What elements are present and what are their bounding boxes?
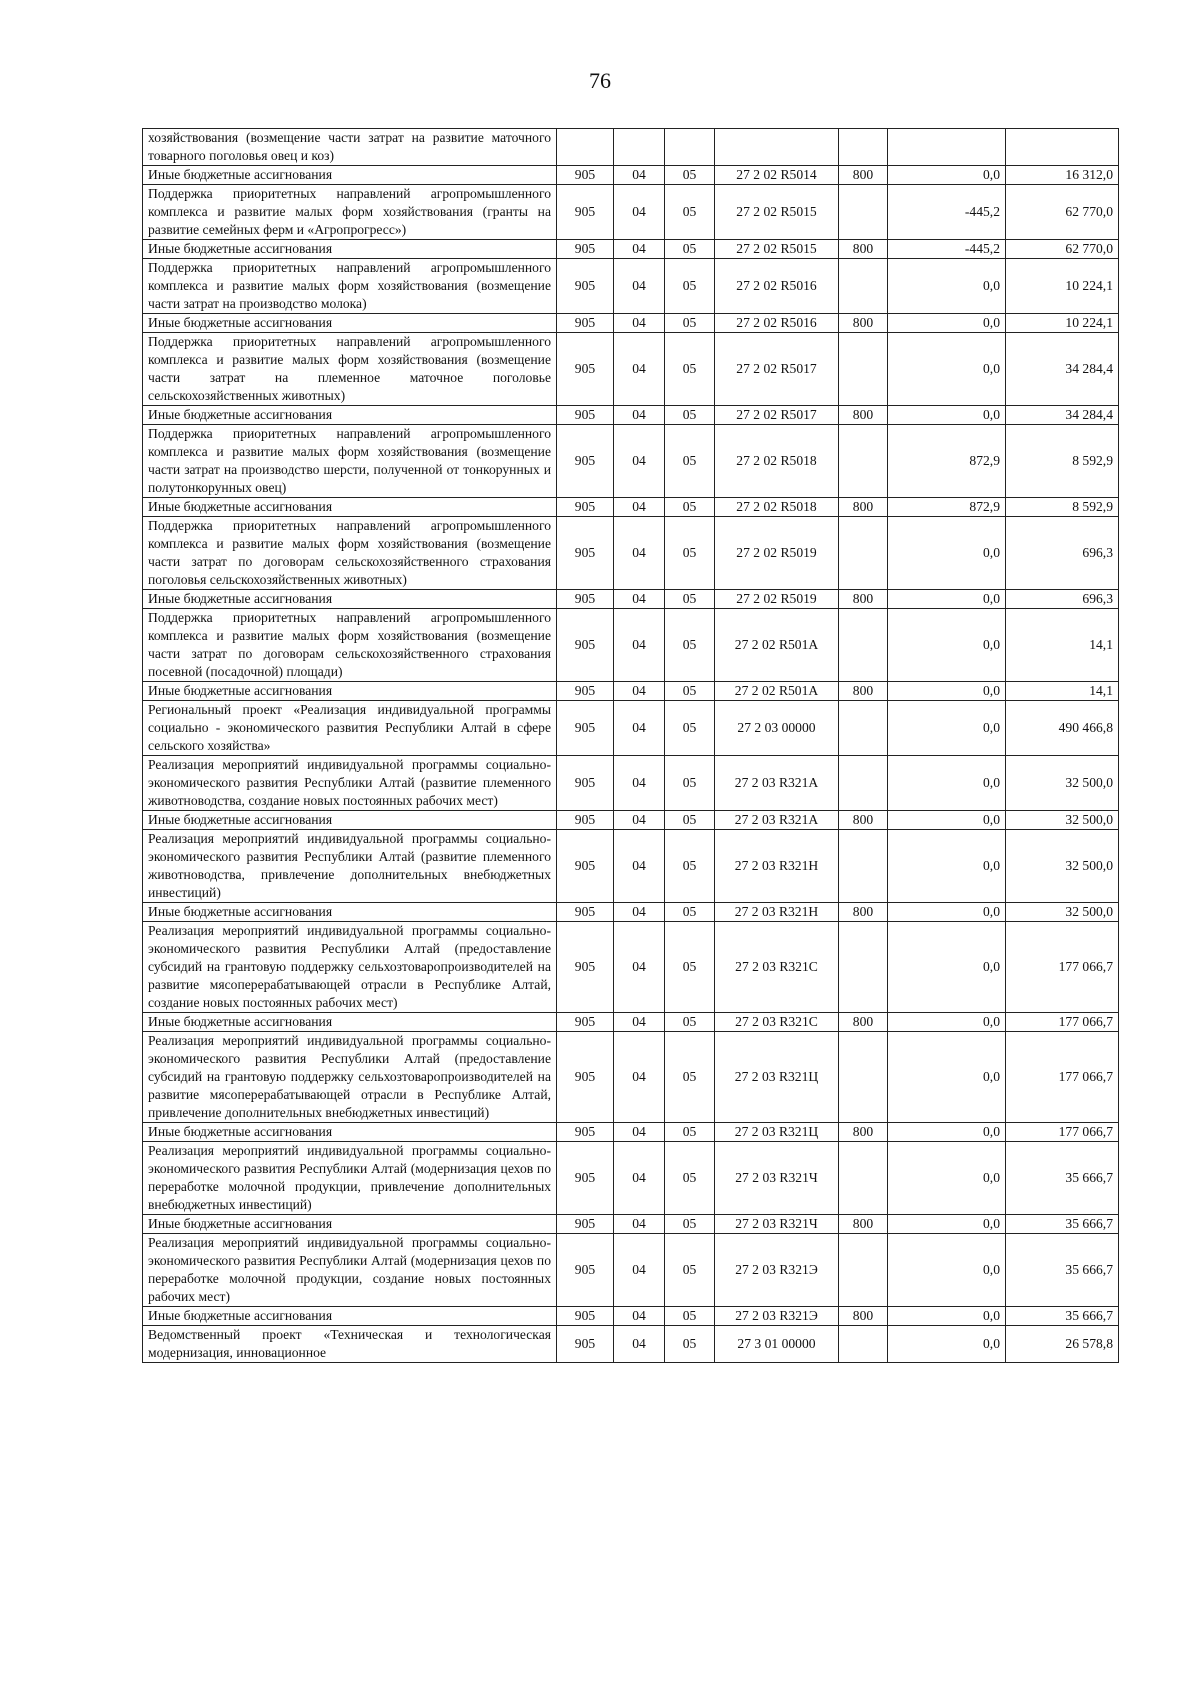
row-subsection-cell: 05 [665,166,715,185]
row-change-amount-cell [888,129,1006,166]
row-total-amount-cell: 35 666,7 [1006,1142,1119,1215]
row-section-cell: 04 [614,166,665,185]
row-target-article-cell: 27 2 02 R5019 [715,590,839,609]
table-row [143,830,1119,903]
table-row [143,129,1119,166]
row-change-amount-cell: 0,0 [888,830,1006,903]
row-target-article-cell: 27 2 03 R321Э [715,1307,839,1326]
row-subsection-cell: 05 [665,1123,715,1142]
row-section-cell: 04 [614,609,665,682]
row-target-article-cell: 27 2 02 R5016 [715,259,839,314]
row-name-cell: хозяйствования (возмещение части затрат на развитие маточного товарного поголовья овец и коз) [143,129,557,166]
row-section-cell: 04 [614,922,665,1013]
row-name-cell: Региональный проект «Реализация индивидуальной программы социально - экономического развития Республики Алтай в сфере сельского хозяйства» [143,701,557,756]
row-total-amount-cell: 32 500,0 [1006,903,1119,922]
row-expense-type-cell [839,609,888,682]
row-expense-type-cell [839,1234,888,1307]
table-row [143,1123,1119,1142]
row-section-cell: 04 [614,1307,665,1326]
row-name-cell: Иные бюджетные ассигнования [143,903,557,922]
row-target-article-cell: 27 2 03 R321H [715,903,839,922]
table-row [143,701,1119,756]
row-name-cell: Поддержка приоритетных направлений агропромышленного комплекса и развитие малых форм хозяйствования (возмещение части затрат на племенное маточное поголовье сельскохозяйственных животных) [143,333,557,406]
row-grbs-cell: 905 [557,166,614,185]
table-row [143,1032,1119,1123]
row-name-cell: Иные бюджетные ассигнования [143,1307,557,1326]
row-name-cell: Иные бюджетные ассигнования [143,406,557,425]
row-total-amount-cell: 177 066,7 [1006,922,1119,1013]
row-total-amount-cell [1006,129,1119,166]
row-subsection-cell: 05 [665,314,715,333]
row-target-article-cell: 27 2 03 R321H [715,830,839,903]
row-total-amount-cell: 34 284,4 [1006,333,1119,406]
row-section-cell: 04 [614,590,665,609]
row-total-amount-cell: 490 466,8 [1006,701,1119,756]
row-name-cell: Реализация мероприятий индивидуальной программы социально-экономического развития Республики Алтай (предоставление субсидий на грантовую поддержку сельхозтоваропроизводителей на развитие мясоперерабатывающей отрасли в Республике Алтай, привлечение дополнительных внебюджетных инвестиций) [143,1032,557,1123]
row-change-amount-cell: 872,9 [888,425,1006,498]
row-section-cell: 04 [614,1013,665,1032]
row-subsection-cell: 05 [665,1326,715,1363]
table-row [143,240,1119,259]
row-grbs-cell: 905 [557,1123,614,1142]
row-expense-type-cell [839,756,888,811]
row-target-article-cell: 27 2 02 R5015 [715,185,839,240]
row-section-cell: 04 [614,425,665,498]
row-section-cell: 04 [614,1326,665,1363]
row-section-cell: 04 [614,903,665,922]
table-row [143,314,1119,333]
row-target-article-cell: 27 2 03 00000 [715,701,839,756]
row-grbs-cell: 905 [557,498,614,517]
row-change-amount-cell: 0,0 [888,314,1006,333]
table-row [143,333,1119,406]
row-target-article-cell: 27 2 02 R5017 [715,406,839,425]
table-row [143,682,1119,701]
row-total-amount-cell: 35 666,7 [1006,1234,1119,1307]
row-total-amount-cell: 35 666,7 [1006,1307,1119,1326]
row-expense-type-cell: 800 [839,406,888,425]
row-subsection-cell: 05 [665,425,715,498]
row-name-cell: Иные бюджетные ассигнования [143,166,557,185]
row-name-cell: Реализация мероприятий индивидуальной программы социально-экономического развития Республики Алтай (модернизация цехов по переработке молочной продукции, привлечение дополнительных внебюджетных инвестиций) [143,1142,557,1215]
row-section-cell: 04 [614,517,665,590]
row-name-cell: Реализация мероприятий индивидуальной программы социально-экономического развития Республики Алтай (модернизация цехов по переработке молочной продукции, создание новых постоянных рабочих мест) [143,1234,557,1307]
row-subsection-cell: 05 [665,498,715,517]
row-total-amount-cell: 32 500,0 [1006,756,1119,811]
row-change-amount-cell: 0,0 [888,682,1006,701]
row-expense-type-cell [839,1142,888,1215]
row-total-amount-cell: 10 224,1 [1006,259,1119,314]
row-section-cell: 04 [614,259,665,314]
row-section-cell: 04 [614,185,665,240]
row-change-amount-cell: 0,0 [888,1307,1006,1326]
row-change-amount-cell: 0,0 [888,166,1006,185]
table-row [143,1234,1119,1307]
row-subsection-cell: 05 [665,1215,715,1234]
row-grbs-cell: 905 [557,333,614,406]
row-subsection-cell: 05 [665,682,715,701]
row-total-amount-cell: 8 592,9 [1006,425,1119,498]
row-grbs-cell: 905 [557,1234,614,1307]
row-name-cell: Иные бюджетные ассигнования [143,1215,557,1234]
row-name-cell: Иные бюджетные ассигнования [143,1123,557,1142]
row-section-cell: 04 [614,333,665,406]
page-number: 76 [589,68,611,93]
row-grbs-cell: 905 [557,425,614,498]
row-expense-type-cell: 800 [839,1123,888,1142]
row-subsection-cell: 05 [665,830,715,903]
row-section-cell: 04 [614,406,665,425]
table-row [143,1215,1119,1234]
row-expense-type-cell: 800 [839,498,888,517]
budget-table [142,128,1119,1363]
row-expense-type-cell: 800 [839,682,888,701]
row-target-article-cell: 27 3 01 00000 [715,1326,839,1363]
row-change-amount-cell: 0,0 [888,517,1006,590]
row-change-amount-cell: 0,0 [888,811,1006,830]
row-subsection-cell: 05 [665,333,715,406]
row-change-amount-cell: 0,0 [888,1326,1006,1363]
row-change-amount-cell: 0,0 [888,1013,1006,1032]
row-expense-type-cell: 800 [839,1215,888,1234]
row-name-cell: Поддержка приоритетных направлений агропромышленного комплекса и развитие малых форм хозяйствования (возмещение части затрат на производство молока) [143,259,557,314]
row-grbs-cell: 905 [557,1013,614,1032]
row-total-amount-cell: 14,1 [1006,609,1119,682]
row-grbs-cell: 905 [557,903,614,922]
row-change-amount-cell: 0,0 [888,259,1006,314]
row-subsection-cell: 05 [665,406,715,425]
row-target-article-cell: 27 2 02 R5018 [715,498,839,517]
row-change-amount-cell: -445,2 [888,240,1006,259]
row-section-cell: 04 [614,756,665,811]
row-expense-type-cell: 800 [839,1307,888,1326]
row-subsection-cell: 05 [665,590,715,609]
row-section-cell: 04 [614,682,665,701]
row-target-article-cell: 27 2 03 R321Ч [715,1142,839,1215]
row-subsection-cell: 05 [665,1307,715,1326]
row-target-article-cell: 27 2 02 R501A [715,682,839,701]
row-subsection-cell: 05 [665,701,715,756]
row-expense-type-cell: 800 [839,240,888,259]
row-total-amount-cell: 26 578,8 [1006,1326,1119,1363]
row-grbs-cell: 905 [557,1307,614,1326]
row-target-article-cell: 27 2 02 R5015 [715,240,839,259]
row-subsection-cell [665,129,715,166]
row-expense-type-cell [839,517,888,590]
row-grbs-cell: 905 [557,517,614,590]
row-expense-type-cell: 800 [839,314,888,333]
row-change-amount-cell: 0,0 [888,1032,1006,1123]
row-name-cell: Поддержка приоритетных направлений агропромышленного комплекса и развитие малых форм хозяйствования (возмещение части затрат по договорам сельскохозяйственного страхования посевной (посадочной) площади) [143,609,557,682]
row-change-amount-cell: 0,0 [888,590,1006,609]
row-change-amount-cell: 0,0 [888,903,1006,922]
row-change-amount-cell: 0,0 [888,701,1006,756]
row-target-article-cell: 27 2 03 R321A [715,811,839,830]
row-section-cell: 04 [614,1234,665,1307]
row-subsection-cell: 05 [665,609,715,682]
row-grbs-cell [557,129,614,166]
row-name-cell: Иные бюджетные ассигнования [143,590,557,609]
row-total-amount-cell: 177 066,7 [1006,1032,1119,1123]
row-total-amount-cell: 8 592,9 [1006,498,1119,517]
row-section-cell: 04 [614,1142,665,1215]
row-total-amount-cell: 34 284,4 [1006,406,1119,425]
row-subsection-cell: 05 [665,240,715,259]
row-name-cell: Поддержка приоритетных направлений агропромышленного комплекса и развитие малых форм хозяйствования (возмещение части затрат по договорам сельскохозяйственного страхования поголовья сельскохозяйственных животных) [143,517,557,590]
row-expense-type-cell [839,922,888,1013]
row-grbs-cell: 905 [557,314,614,333]
row-change-amount-cell: 0,0 [888,922,1006,1013]
row-grbs-cell: 905 [557,590,614,609]
row-section-cell: 04 [614,811,665,830]
row-grbs-cell: 905 [557,259,614,314]
row-total-amount-cell: 35 666,7 [1006,1215,1119,1234]
table-row [143,498,1119,517]
row-grbs-cell: 905 [557,1215,614,1234]
row-name-cell: Иные бюджетные ассигнования [143,498,557,517]
row-total-amount-cell: 62 770,0 [1006,185,1119,240]
row-change-amount-cell: 0,0 [888,1123,1006,1142]
row-expense-type-cell [839,425,888,498]
row-target-article-cell: 27 2 02 R501A [715,609,839,682]
row-change-amount-cell: 0,0 [888,1215,1006,1234]
row-total-amount-cell: 62 770,0 [1006,240,1119,259]
row-target-article-cell: 27 2 03 R321C [715,922,839,1013]
row-change-amount-cell: 0,0 [888,756,1006,811]
row-grbs-cell: 905 [557,406,614,425]
table-row [143,811,1119,830]
table-row [143,590,1119,609]
row-section-cell: 04 [614,498,665,517]
row-expense-type-cell [839,1326,888,1363]
row-target-article-cell: 27 2 03 R321A [715,756,839,811]
row-subsection-cell: 05 [665,811,715,830]
row-expense-type-cell [839,830,888,903]
row-expense-type-cell [839,1032,888,1123]
row-name-cell: Иные бюджетные ассигнования [143,682,557,701]
row-subsection-cell: 05 [665,1032,715,1123]
row-name-cell: Иные бюджетные ассигнования [143,240,557,259]
row-name-cell: Реализация мероприятий индивидуальной программы социально-экономического развития Республики Алтай (развитие племенного животноводства, привлечение дополнительных внебюджетных инвестиций) [143,830,557,903]
budget-table-body [143,129,1119,1363]
row-grbs-cell: 905 [557,756,614,811]
row-subsection-cell: 05 [665,1142,715,1215]
row-target-article-cell: 27 2 03 R321Ч [715,1215,839,1234]
row-section-cell [614,129,665,166]
row-total-amount-cell: 14,1 [1006,682,1119,701]
row-target-article-cell: 27 2 02 R5016 [715,314,839,333]
table-row [143,185,1119,240]
row-subsection-cell: 05 [665,1234,715,1307]
row-total-amount-cell: 696,3 [1006,590,1119,609]
table-row [143,517,1119,590]
row-total-amount-cell: 16 312,0 [1006,166,1119,185]
row-grbs-cell: 905 [557,701,614,756]
row-total-amount-cell: 10 224,1 [1006,314,1119,333]
row-expense-type-cell [839,185,888,240]
row-grbs-cell: 905 [557,830,614,903]
row-grbs-cell: 905 [557,811,614,830]
row-total-amount-cell: 177 066,7 [1006,1013,1119,1032]
row-section-cell: 04 [614,240,665,259]
row-target-article-cell: 27 2 02 R5017 [715,333,839,406]
row-target-article-cell: 27 2 02 R5014 [715,166,839,185]
table-row [143,166,1119,185]
row-subsection-cell: 05 [665,517,715,590]
row-grbs-cell: 905 [557,240,614,259]
table-row [143,406,1119,425]
row-expense-type-cell: 800 [839,811,888,830]
table-row [143,903,1119,922]
row-section-cell: 04 [614,830,665,903]
row-total-amount-cell: 696,3 [1006,517,1119,590]
row-section-cell: 04 [614,1032,665,1123]
row-expense-type-cell [839,701,888,756]
row-expense-type-cell: 800 [839,166,888,185]
row-target-article-cell: 27 2 03 R321C [715,1013,839,1032]
row-change-amount-cell: 0,0 [888,406,1006,425]
row-grbs-cell: 905 [557,922,614,1013]
row-grbs-cell: 905 [557,185,614,240]
row-subsection-cell: 05 [665,756,715,811]
row-name-cell: Поддержка приоритетных направлений агропромышленного комплекса и развитие малых форм хозяйствования (возмещение части затрат на производство шерсти, полученной от тонкорунных и полутонкорунных овец) [143,425,557,498]
row-total-amount-cell: 32 500,0 [1006,830,1119,903]
row-section-cell: 04 [614,314,665,333]
row-change-amount-cell: 872,9 [888,498,1006,517]
row-grbs-cell: 905 [557,1142,614,1215]
row-section-cell: 04 [614,701,665,756]
row-name-cell: Реализация мероприятий индивидуальной программы социально-экономического развития Республики Алтай (предоставление субсидий на грантовую поддержку сельхозтоваропроизводителей на развитие мясоперерабатывающей отрасли в Республике Алтай, создание новых постоянных рабочих мест) [143,922,557,1013]
table-row [143,1326,1119,1363]
row-section-cell: 04 [614,1215,665,1234]
row-target-article-cell: 27 2 03 R321Ц [715,1123,839,1142]
row-grbs-cell: 905 [557,1326,614,1363]
row-target-article-cell: 27 2 02 R5019 [715,517,839,590]
row-name-cell: Иные бюджетные ассигнования [143,314,557,333]
row-target-article-cell [715,129,839,166]
table-row [143,922,1119,1013]
row-subsection-cell: 05 [665,922,715,1013]
row-total-amount-cell: 32 500,0 [1006,811,1119,830]
row-name-cell: Реализация мероприятий индивидуальной программы социально-экономического развития Республики Алтай (развитие племенного животноводства, создание новых постоянных рабочих мест) [143,756,557,811]
row-change-amount-cell: 0,0 [888,333,1006,406]
table-row [143,756,1119,811]
row-target-article-cell: 27 2 03 R321Э [715,1234,839,1307]
row-expense-type-cell [839,259,888,314]
table-row [143,259,1119,314]
row-expense-type-cell [839,333,888,406]
row-expense-type-cell: 800 [839,590,888,609]
row-name-cell: Ведомственный проект «Техническая и технологическая модернизация, инновационное [143,1326,557,1363]
row-target-article-cell: 27 2 02 R5018 [715,425,839,498]
row-name-cell: Иные бюджетные ассигнования [143,811,557,830]
row-subsection-cell: 05 [665,1013,715,1032]
row-section-cell: 04 [614,1123,665,1142]
row-expense-type-cell [839,129,888,166]
table-row [143,1013,1119,1032]
row-name-cell: Поддержка приоритетных направлений агропромышленного комплекса и развитие малых форм хозяйствования (гранты на развитие семейных ферм и «Агропрогресс») [143,185,557,240]
row-total-amount-cell: 177 066,7 [1006,1123,1119,1142]
table-row [143,1142,1119,1215]
row-grbs-cell: 905 [557,1032,614,1123]
table-row [143,425,1119,498]
table-row [143,609,1119,682]
row-name-cell: Иные бюджетные ассигнования [143,1013,557,1032]
row-subsection-cell: 05 [665,903,715,922]
row-subsection-cell: 05 [665,259,715,314]
row-expense-type-cell: 800 [839,1013,888,1032]
row-change-amount-cell: -445,2 [888,185,1006,240]
row-subsection-cell: 05 [665,185,715,240]
row-grbs-cell: 905 [557,682,614,701]
row-expense-type-cell: 800 [839,903,888,922]
row-target-article-cell: 27 2 03 R321Ц [715,1032,839,1123]
table-row [143,1307,1119,1326]
row-change-amount-cell: 0,0 [888,1234,1006,1307]
row-grbs-cell: 905 [557,609,614,682]
row-change-amount-cell: 0,0 [888,1142,1006,1215]
row-change-amount-cell: 0,0 [888,609,1006,682]
